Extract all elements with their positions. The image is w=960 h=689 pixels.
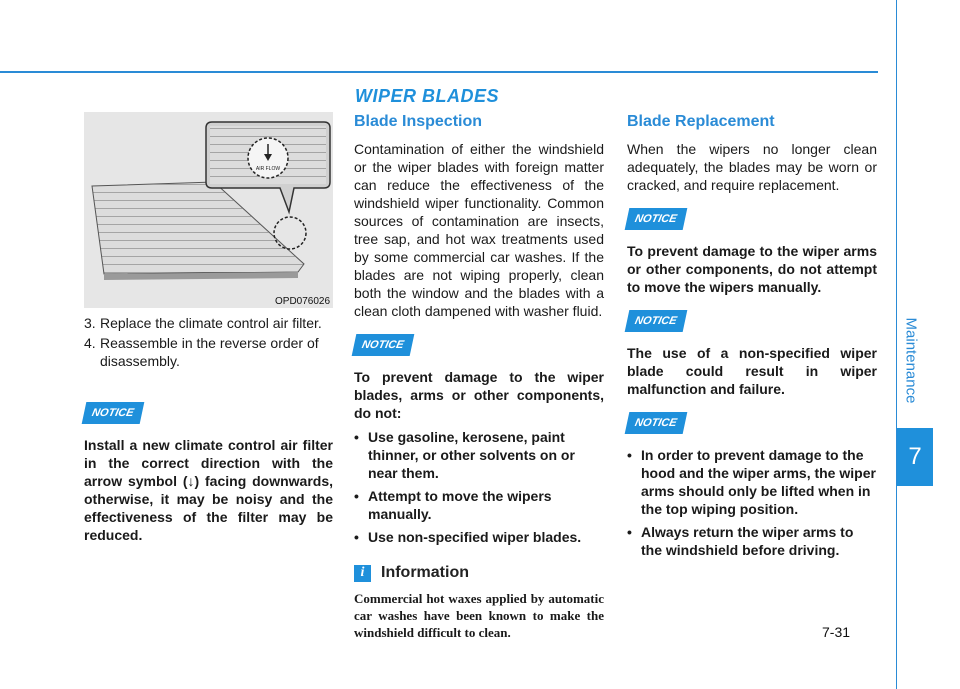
notice-badge: NOTICE [625, 412, 687, 434]
notice-badge: NOTICE [352, 334, 414, 356]
section-title: WIPER BLADES [355, 86, 500, 106]
column-middle [354, 112, 604, 641]
side-chapter-label: Maintenance [902, 317, 920, 403]
header-rule [0, 71, 878, 73]
column-left [84, 314, 333, 544]
list-item: • Use gasoline, kerosene, paint thinner, or other solvents on or near them. [354, 429, 575, 481]
page-number: 7-31 [822, 624, 851, 640]
list-item: 4. Reassemble in the reverse order of disassembly. [84, 335, 319, 369]
blade-replacement-heading: Blade Replacement [627, 113, 775, 130]
notice-badge: NOTICE [625, 208, 687, 230]
list-item: • In order to prevent damage to the hood and the wiper arms, the wiper arms should only be lifted when in the top wiping position. [627, 447, 876, 517]
information-text: Commercial hot waxes applied by automatic car washes have been known to make the windshield difficult to clean. [354, 591, 604, 640]
notice-text: The use of a non-specified wiper blade could result in wiper malfunction and failure. [627, 345, 877, 397]
notice-badge: NOTICE [82, 402, 144, 424]
information-title: Information [381, 564, 469, 581]
notice-text: Install a new climate control air filter in the correct direction with the arrow symbol (↓) facing downwards, otherwise, it may be noisy and the effectiveness of the filter may be reduced. [84, 437, 333, 543]
air-filter-illustration [84, 112, 333, 308]
step-list [84, 314, 333, 370]
notice-badge: NOTICE [625, 310, 687, 332]
notice-intro: To prevent damage to the wiper blades, arms or other components, do not: [354, 369, 604, 421]
notice-bullet-list [354, 428, 604, 546]
blade-inspection-body: Contamination of either the windshield or the wiper blades with foreign matter can reduce the effectiveness of the windshield wiper functionality. Common sources of contamination are insects, tree sap, and hot wax treatments used by some commercial car washes. If the blades are not wiping properly, clean both the window and the blades with a clean cloth dampened with washer fluid. [354, 141, 604, 319]
notice-bullet-list [627, 446, 877, 559]
chapter-tab: 7 [897, 428, 933, 486]
list-item: 3. Replace the climate control air filter. [84, 315, 322, 331]
list-item: • Attempt to move the wipers manually. [354, 488, 552, 522]
air-flow-label: AIR FLOW [255, 166, 281, 172]
blade-inspection-heading: Blade Inspection [354, 113, 483, 130]
list-item: • Use non-specified wiper blades. [354, 529, 582, 545]
figure-code: OPD076026 [275, 296, 331, 307]
column-right [627, 112, 877, 564]
blade-replacement-body: When the wipers no longer clean adequately, the blades may be worn or cracked, and require replacement. [627, 141, 877, 193]
notice-text: To prevent damage to the wiper arms or other components, do not attempt to move the wipers manually. [627, 243, 877, 295]
air-filter-figure [84, 112, 333, 308]
information-header [354, 564, 604, 582]
info-icon: i [354, 565, 371, 582]
list-item: • Always return the wiper arms to the windshield before driving. [627, 524, 854, 558]
